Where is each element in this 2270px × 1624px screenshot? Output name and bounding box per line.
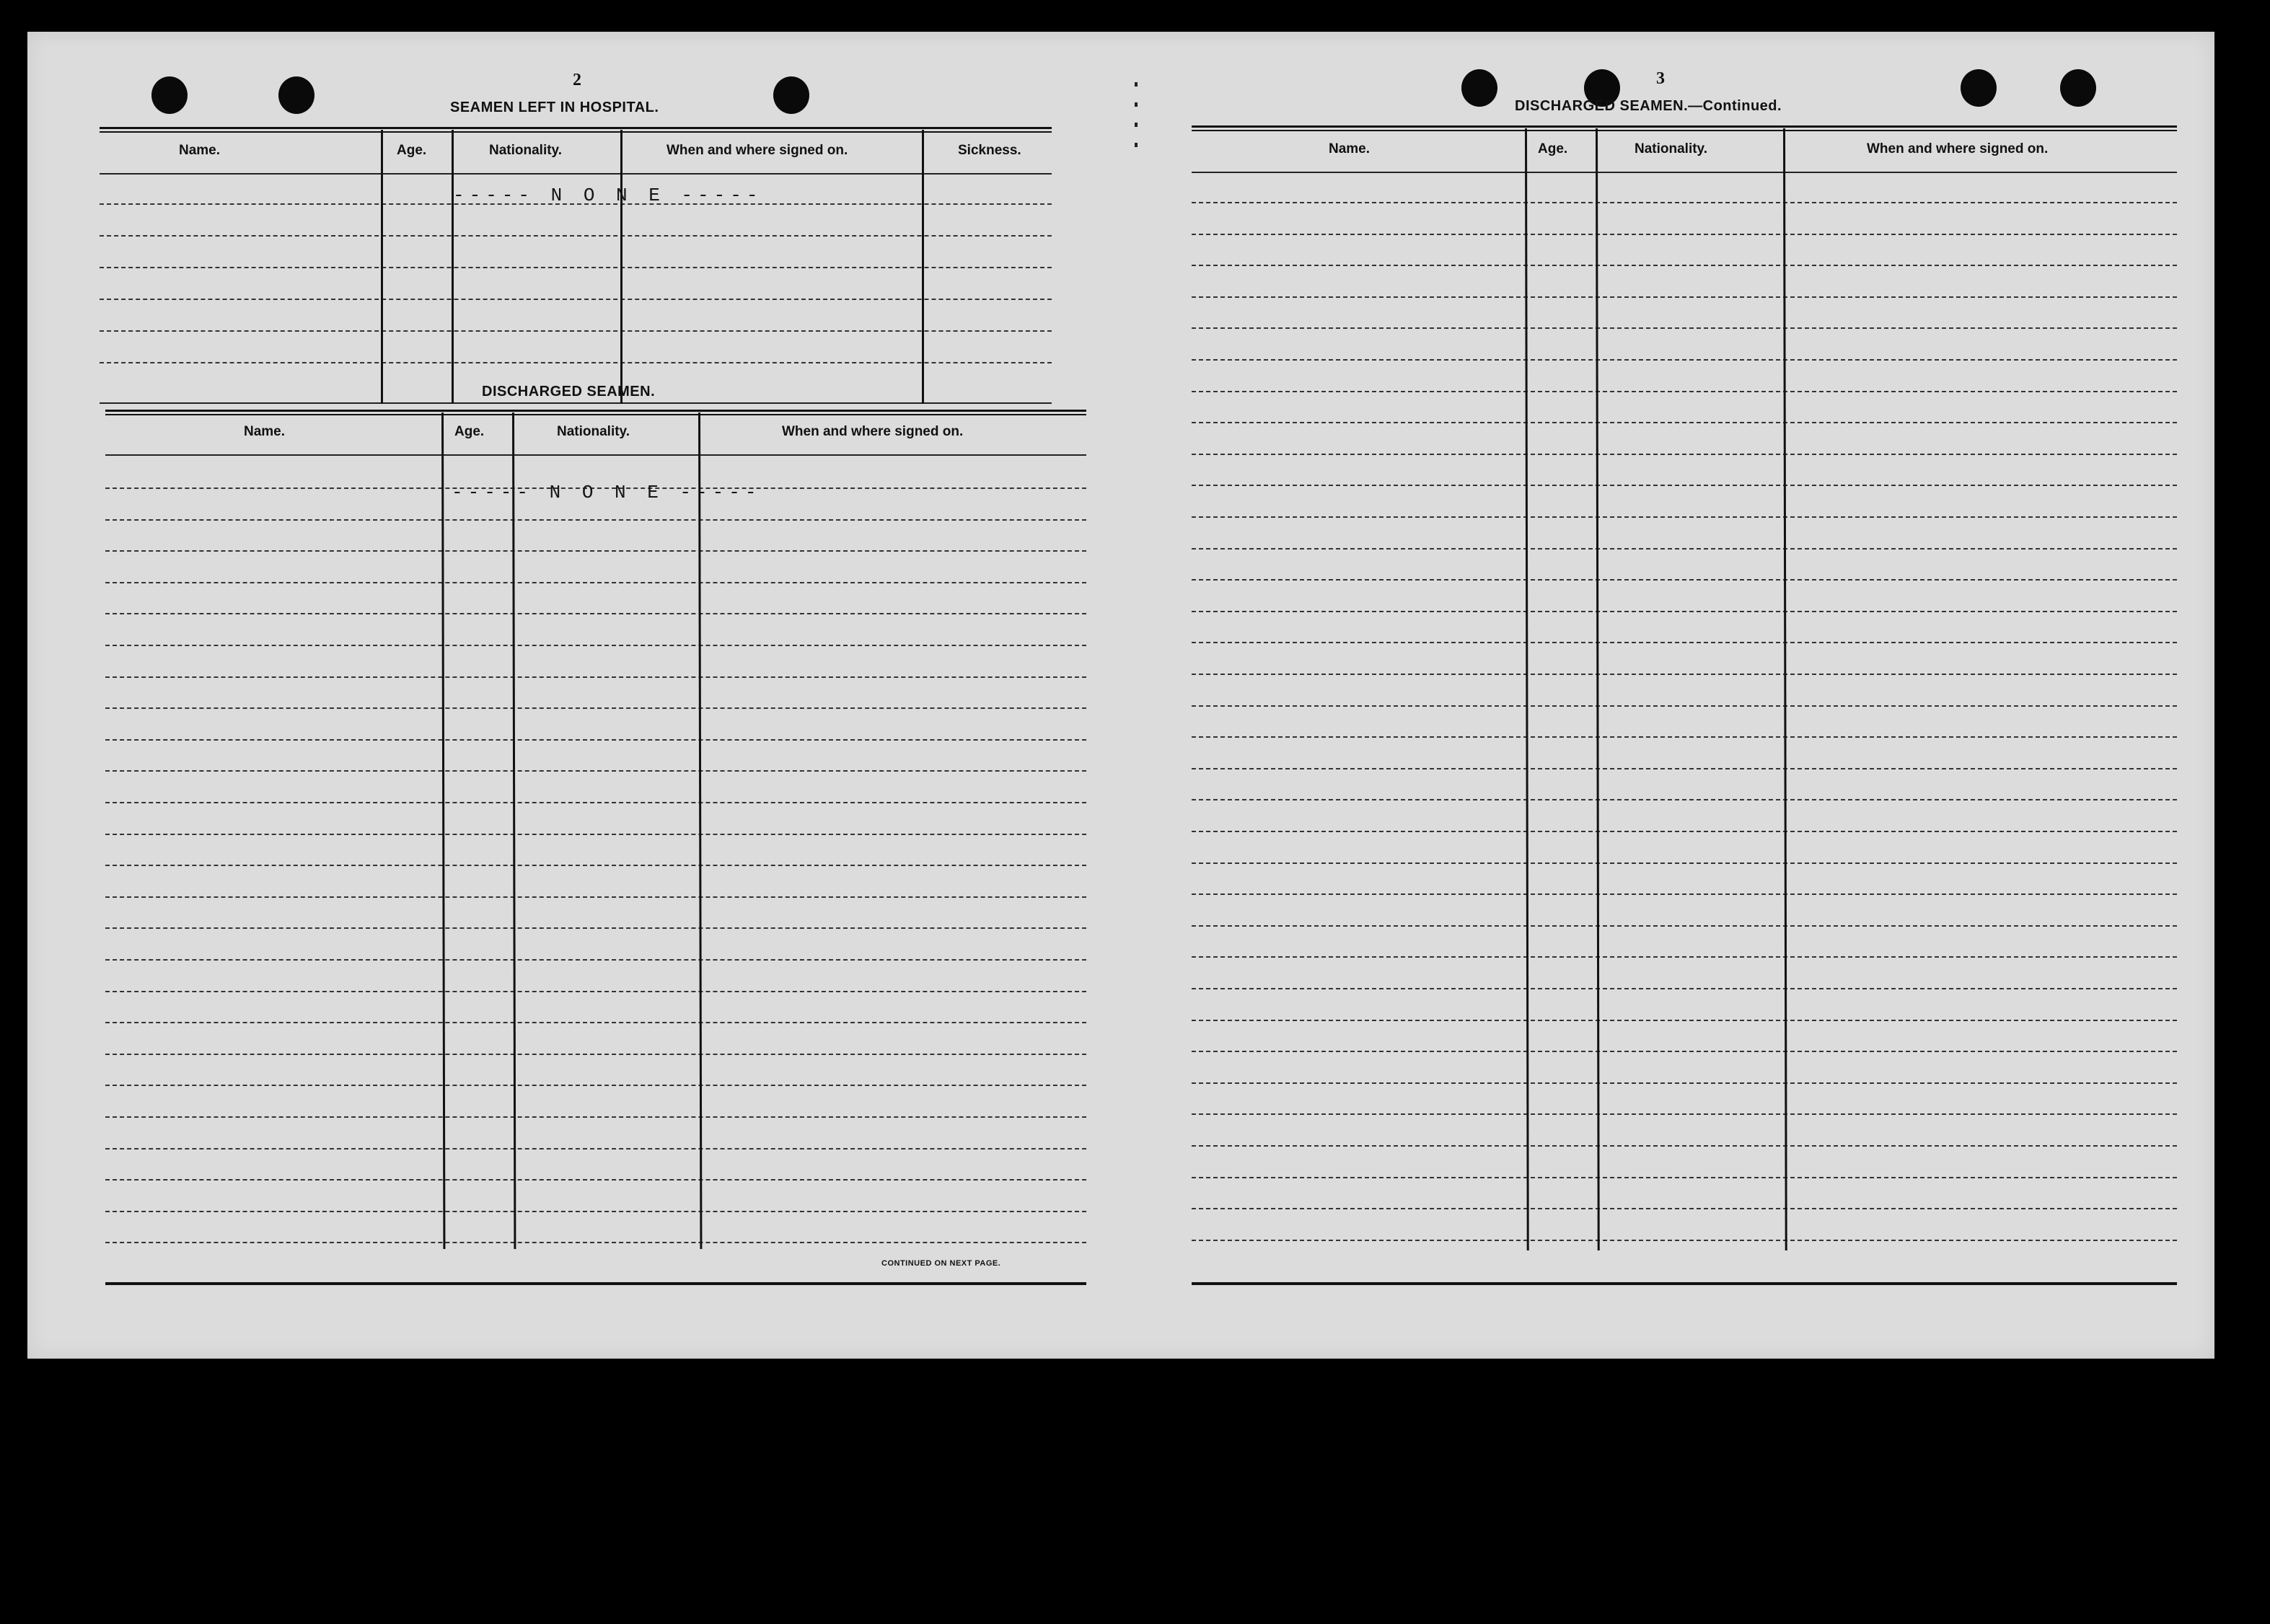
entry-line [105,582,1086,583]
entry-line [1192,1020,2177,1021]
col-header-sickness: Sickness. [958,143,1021,158]
entry-line [105,645,1086,646]
document-sheet [27,32,2214,1359]
col-header-age: Age. [1538,141,1568,156]
hospital-table [100,127,1052,408]
entry-line [105,1022,1086,1023]
entry-line [105,959,1086,961]
punch-hole [151,76,188,114]
page-number-right: 3 [1656,69,1665,88]
entry-line [1192,925,2177,927]
entry-line [1192,893,2177,895]
column-divider [512,412,516,1249]
table-top-rule [105,410,1086,415]
col-header-nationality: Nationality. [557,424,630,439]
entry-line [105,739,1086,741]
table-bottom-rule [100,402,1052,404]
entry-line [105,802,1086,803]
entry-line [100,235,1052,237]
entry-line [1192,674,2177,675]
table-top-rule [1192,125,2177,131]
column-divider [452,130,454,404]
discharged-table [105,410,1086,1294]
entry-line [100,362,1052,363]
entry-line [1192,1082,2177,1084]
entry-line [100,299,1052,300]
discharged-title: DISCHARGED SEAMEN. [482,384,656,400]
entry-line [105,991,1086,992]
discharged-continued-table [1192,125,2177,1294]
hospital-title: SEAMEN LEFT IN HOSPITAL. [450,100,659,115]
entry-line [105,1085,1086,1086]
continued-footer: CONTINUED ON NEXT PAGE. [881,1259,1001,1268]
entry-line [1192,1113,2177,1115]
entry-line [1192,327,2177,329]
entry-line [1192,516,2177,518]
punch-hole [1461,69,1497,107]
discharged-continued-title: DISCHARGED SEAMEN.—Continued. [1515,98,1782,114]
entry-line [105,927,1086,929]
entry-line [1192,548,2177,550]
entry-line [105,834,1086,835]
entry-line [105,707,1086,709]
table-bottom-rule [1192,1282,2177,1285]
col-header-age: Age. [397,143,427,158]
entry-line [100,330,1052,332]
table-top-rule [100,127,1052,133]
col-header-nationality: Nationality. [1635,141,1707,156]
col-header-age: Age. [454,424,485,439]
entry-line [1192,988,2177,989]
header-rule [100,173,1052,175]
entry-line [1192,736,2177,738]
entry-line [1192,202,2177,203]
punch-hole [278,76,314,114]
page-number-left: 2 [573,71,581,89]
entry-line [1192,642,2177,643]
entry-line [105,1179,1086,1181]
entry-line [105,1148,1086,1149]
entry-line [105,613,1086,614]
entry-line [1192,611,2177,612]
entry-line [1192,1177,2177,1178]
col-header-signed-on: When and where signed on. [667,143,848,158]
entry-line [1192,705,2177,707]
col-header-signed-on: When and where signed on. [782,424,964,439]
entry-line [105,1211,1086,1212]
entry-line [105,1054,1086,1055]
entry-line [105,550,1086,552]
entry-line [105,519,1086,521]
column-divider [381,130,383,404]
entry-line [1192,831,2177,832]
entry-line [1192,862,2177,864]
entry-line [105,1242,1086,1243]
entry-line [1192,1208,2177,1209]
typed-none-entry: ----- N O N E ----- [452,482,762,503]
entry-line [1192,768,2177,769]
entry-line [1192,1051,2177,1052]
col-header-signed-on: When and where signed on. [1867,141,2049,156]
entry-line [1192,579,2177,581]
col-header-name: Name. [179,143,221,158]
col-header-nationality: Nationality. [489,143,562,158]
entry-line [1192,956,2177,958]
entry-line [100,267,1052,268]
entry-line [1192,1240,2177,1241]
entry-line [1192,359,2177,361]
header-rule [1192,172,2177,173]
table-bottom-rule [105,1282,1086,1285]
entry-line [1192,265,2177,266]
entry-line [1192,799,2177,800]
column-divider [922,130,924,404]
column-divider [620,130,623,404]
column-divider [698,412,702,1249]
fold-marks [1135,82,1138,198]
entry-line [1192,1145,2177,1147]
column-divider [441,412,445,1249]
entry-line [105,896,1086,898]
punch-hole [2060,69,2096,107]
punch-hole [1961,69,1997,107]
entry-line [1192,296,2177,298]
entry-line [105,770,1086,772]
entry-line [1192,422,2177,423]
col-header-name: Name. [1329,141,1371,156]
entry-line [105,1116,1086,1118]
header-rule [105,454,1086,456]
entry-line [1192,391,2177,392]
entry-line [105,865,1086,866]
punch-hole [773,76,809,114]
entry-line [105,676,1086,678]
col-header-name: Name. [244,424,286,439]
entry-line [1192,234,2177,235]
entry-line [1192,485,2177,486]
typed-none-entry: ----- N O N E ----- [453,185,763,206]
entry-line [1192,454,2177,455]
